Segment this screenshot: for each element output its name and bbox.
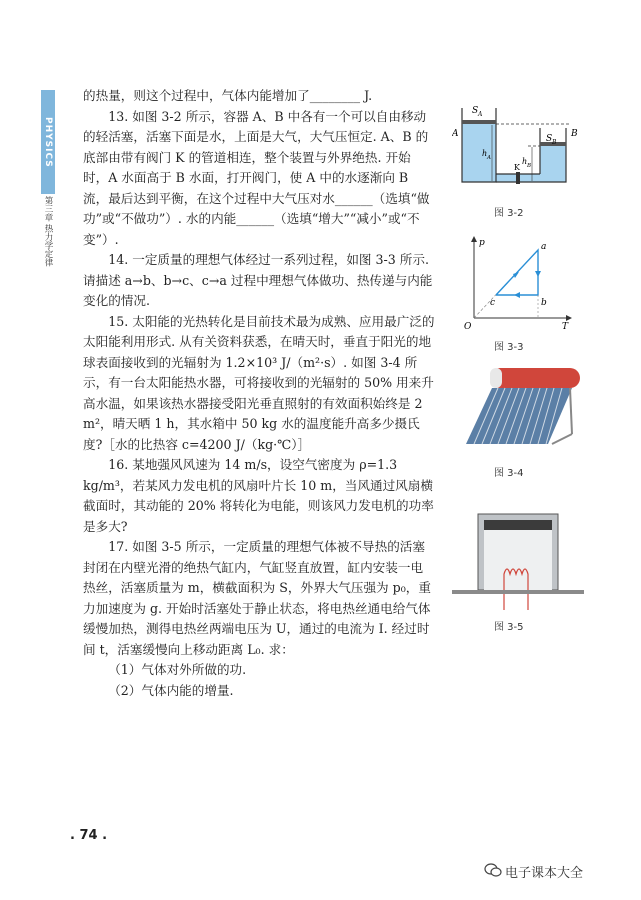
water-a bbox=[462, 124, 496, 182]
water-tank bbox=[490, 368, 580, 388]
caption-3-3: 图 3-3 bbox=[494, 342, 524, 353]
problem-16: 16. 某地强风风速为 14 m/s，设空气密度为 ρ=1.3 kg/m³，若某风力发电机的风扇叶片长 10 m，当风通过风扇横截面时，其动能的 20% 将转化为电能，则该风力发电机的功率是多大? bbox=[83, 457, 434, 534]
label-ha-sub: A bbox=[487, 155, 491, 161]
problem-14: 14. 一定质量的理想气体经过一系列过程，如图 3-3 所示. 请描述 a→b、b→c、c→a 过程中理想气体做功、热传递与内能变化的情况. bbox=[83, 252, 433, 308]
label-point-a: a bbox=[541, 242, 547, 252]
page-number: . 74 . bbox=[70, 828, 108, 843]
body-text bbox=[83, 86, 435, 701]
collector-tubes bbox=[466, 388, 572, 444]
label-sa: S bbox=[472, 106, 479, 116]
piston-a bbox=[462, 120, 496, 124]
label-point-c: c bbox=[490, 298, 496, 308]
figure-3-3-pt-graph bbox=[462, 236, 572, 330]
ground bbox=[452, 590, 584, 594]
caption-3-4: 图 3-4 bbox=[494, 468, 524, 479]
label-p: p bbox=[479, 238, 485, 248]
problem-17: 17. 如图 3-5 所示，一定质量的理想气体被不导热的活塞封闭在内壁光滑的绝热气缸内，气缸竖直放置，缸内安装一电热丝，活塞质量为 m，横截面积为 S，外界大气压强为 p₀，重力加速度为 g. 开始时活塞处于静止状态，将电热丝通电给气体缓慢加热，测得电热丝两端电压为 U，通过的电流为 I. 经过时间 t，活塞缓慢向上移动距离 L₀. 求： bbox=[83, 539, 431, 657]
label-hb-sub: B bbox=[527, 163, 532, 169]
piston bbox=[484, 520, 552, 530]
label-o: O bbox=[464, 322, 472, 330]
label-point-b: b bbox=[541, 298, 547, 308]
figure-3-5-cylinder bbox=[452, 510, 584, 612]
side-chapter-label: 第三章 热力学定律 bbox=[43, 196, 53, 267]
problem-15: 15. 太阳能的光热转化是目前技术最为成熟、应用最广泛的太阳能利用形式. 从有关资料获悉，在晴天时，垂直于阳光的地球表面接收到的光辐射为 1.2×10³ J/（m²·s）. 如图 3-4 所示，有一台太阳能热水器，可将接收到的光辐射的 50% 用来升高水温，如果该热水器接受阳光垂直照射的有效面积始终是 2 m²，晴天晒 1 h，其水箱中 50 kg 水的温度能升高多少摄氏度?［水的比热容 c=4200 J/（kg·℃）］ bbox=[83, 313, 435, 452]
problem-17-part-1: （1）气体对外所做的功. bbox=[108, 662, 247, 677]
watermark-text: 电子课本大全 bbox=[505, 866, 584, 881]
wechat-icon bbox=[484, 861, 502, 879]
paragraph-continuation: 的热量，则这个过程中，气体内能增加了________ J. bbox=[83, 88, 373, 103]
label-a: A bbox=[452, 129, 459, 139]
side-english-label: PHYSICS bbox=[43, 116, 53, 168]
label-ha: h bbox=[482, 149, 488, 158]
caption-3-5: 图 3-5 bbox=[494, 622, 524, 633]
label-sa-sub: A bbox=[478, 111, 483, 118]
water-b bbox=[540, 146, 566, 182]
caption-3-2: 图 3-2 bbox=[494, 208, 524, 219]
problem-17-part-2: （2）气体内能的增量. bbox=[108, 682, 234, 698]
problem-13: 13. 如图 3-2 所示，容器 A、B 中各有一个可以自由移动的轻活塞，活塞下面是水，上面是大气，大气压恒定. A、B 的底部由带有阀门 K 的管道相连，整个装置与外界绝热. 开始时，A 水面高于 B 水面，打开阀门，使 A 中的水逐渐向 B 流，最后达到平衡，在这个过程中大气压对水______（选填“做功”或“不做功”）. 水的内能______（选填“增大”“减小”或“不变”）. bbox=[83, 108, 430, 247]
label-k: K bbox=[514, 163, 520, 172]
label-sb: S bbox=[546, 134, 553, 144]
label-hb: h bbox=[522, 157, 528, 166]
label-t: T bbox=[562, 322, 569, 330]
label-sb-sub: B bbox=[552, 139, 557, 146]
figure-3-2-containers bbox=[452, 98, 587, 198]
figure-3-4-solar-heater bbox=[462, 364, 584, 454]
valve-k bbox=[516, 172, 520, 184]
cycle-path bbox=[496, 250, 538, 295]
label-b: B bbox=[571, 129, 578, 139]
